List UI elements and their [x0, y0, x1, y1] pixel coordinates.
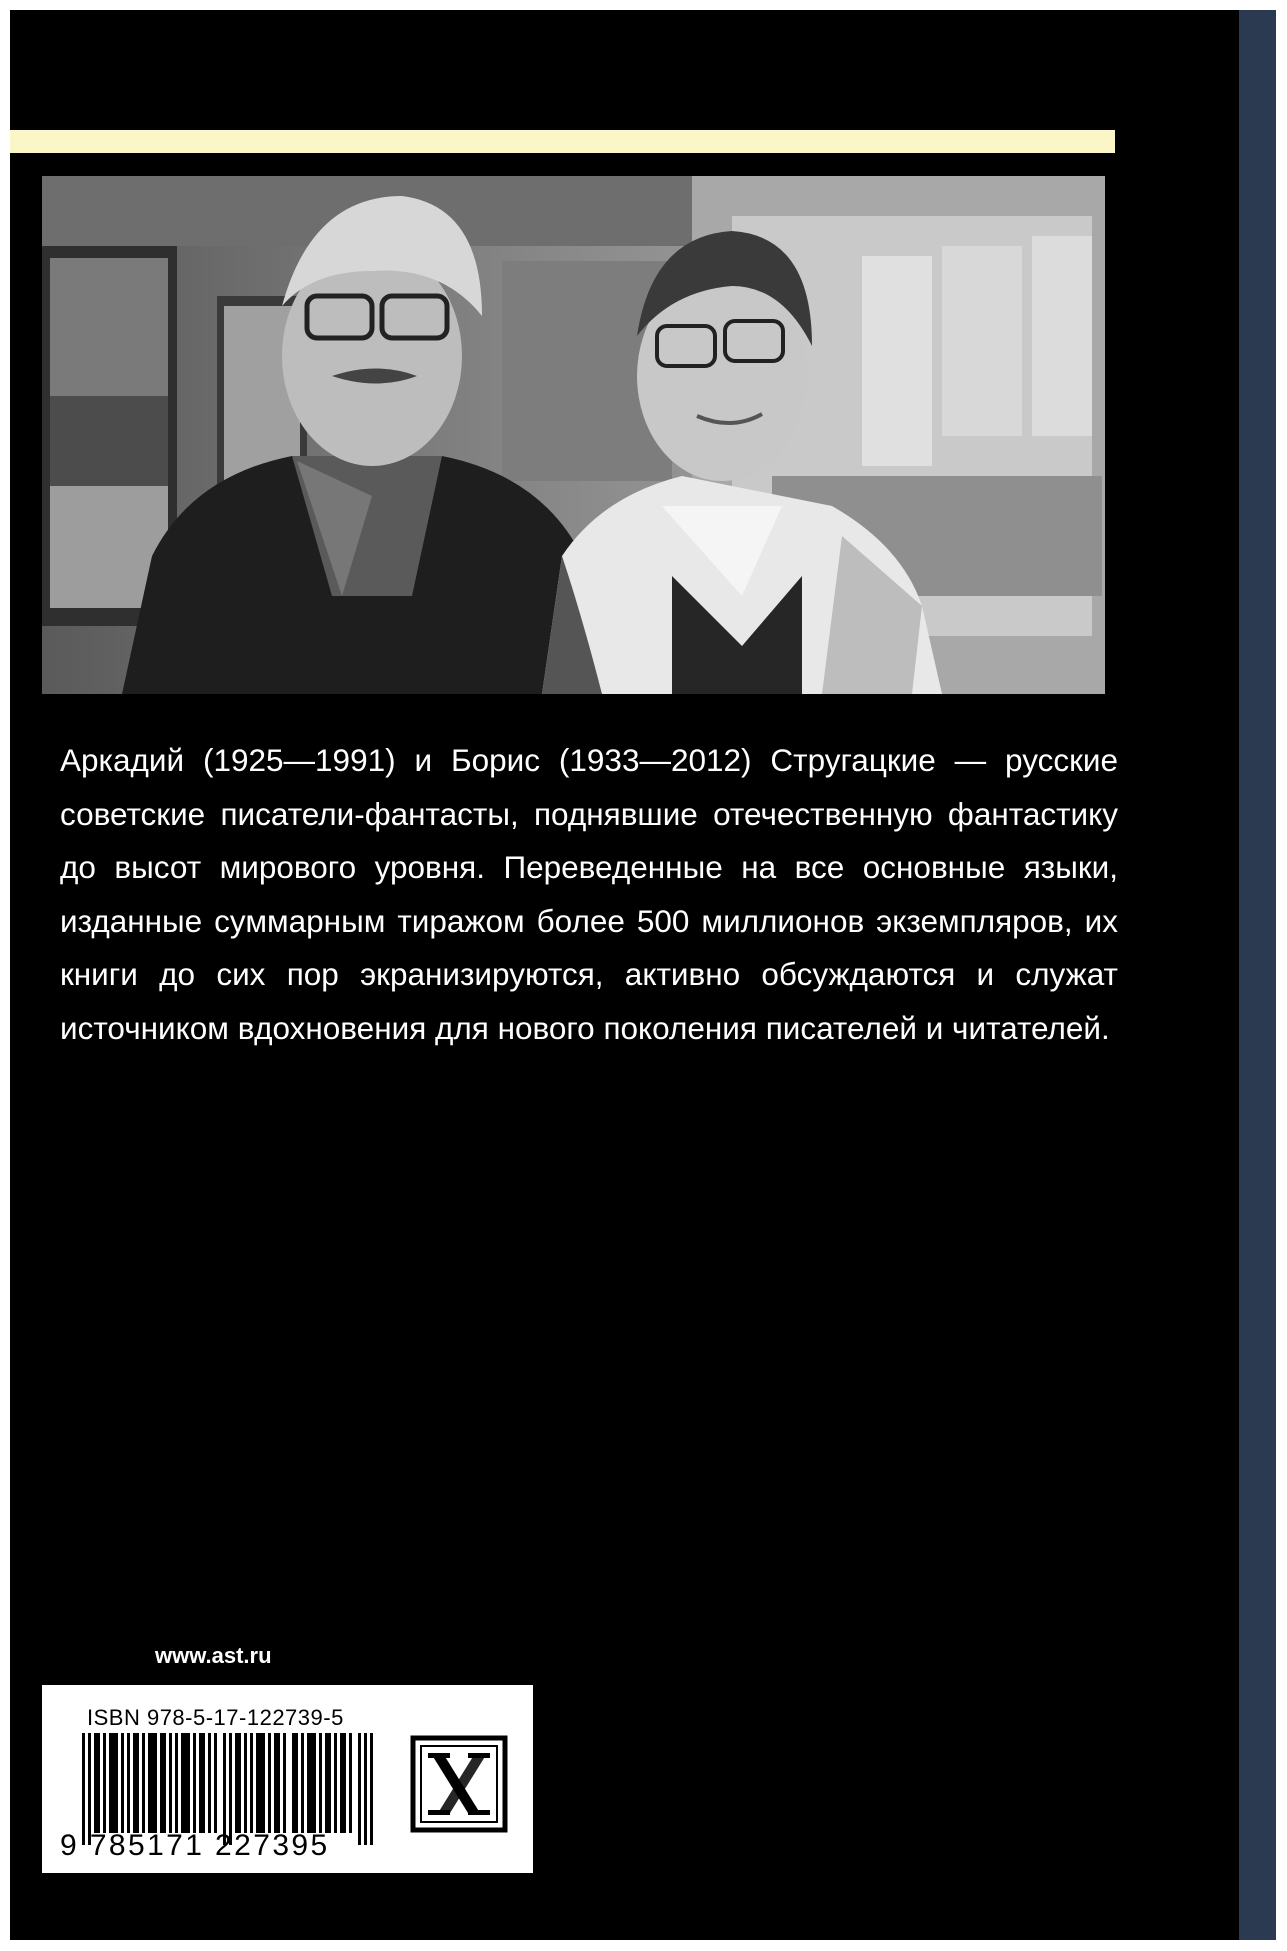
- barcode-panel: [42, 1685, 533, 1873]
- ean-digits: 9 785171 227395: [60, 1829, 330, 1862]
- publisher-website: www.ast.ru: [155, 1643, 272, 1668]
- author-photo: [42, 176, 1105, 694]
- spine-edge: [1239, 10, 1276, 1940]
- accent-stripe: [10, 130, 1115, 153]
- publisher-logo-icon: [410, 1735, 508, 1833]
- isbn-label: ISBN 978-5-17-122739-5: [87, 1705, 344, 1730]
- author-photo-icon: [42, 176, 1105, 694]
- author-blurb: Аркадий (1925—1991) и Борис (1933—2012) Стругацкие — русские советские писатели-фантасты, поднявшие отечественную фантастику до высот мирового уровня. Переведенные на все основные языки, изданные суммарным тиражом более 500 миллионов экземпляров, их книги до сих пор экранизируются, активно обсуждаются и служат источником вдохновения для нового поколения писателей и читателей.: [60, 742, 1118, 1046]
